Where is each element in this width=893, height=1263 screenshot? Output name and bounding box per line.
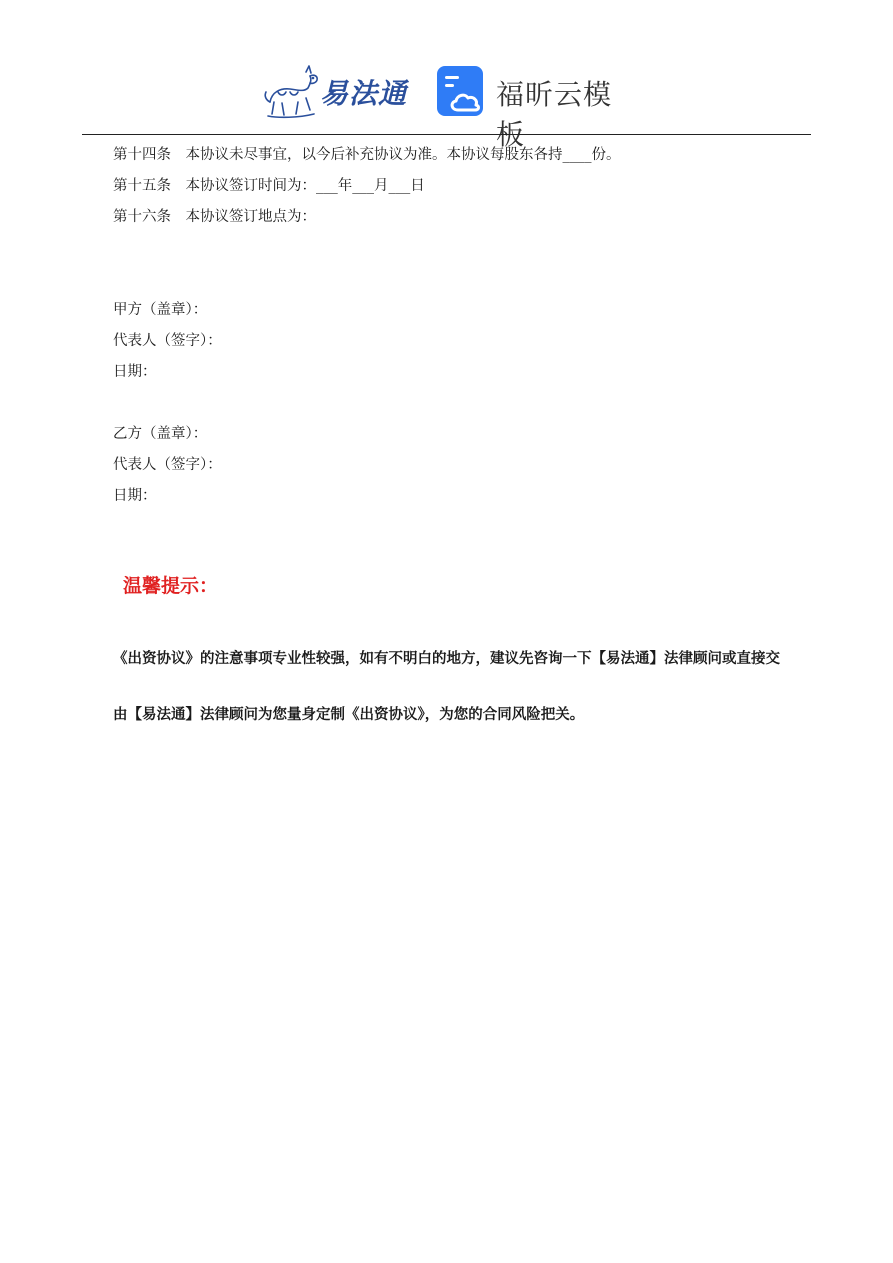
cloud-document-icon [436,64,488,118]
clause-15: 第十五条 本协议签订时间为：___年___月___日 [113,178,425,194]
party-a-seal: 甲方（盖章）： [113,302,208,318]
yifatong-brand-text: 易法通 [320,77,408,110]
party-b-representative: 代表人（签字）： [113,457,222,473]
fuxin-brand-text: 福昕云模板 [496,78,613,151]
tip-body: 《出资协议》的注意事项专业性较强，如有不明白的地方，建议先咨询一下【易法通】法律顾问或直接交由【易法通】法律顾问为您量身定制《出资协议》，为您的合同风险把关。 [113,650,780,723]
document-body [113,143,803,743]
page-header [0,60,893,151]
party-b-date: 日期： [113,488,157,504]
party-a-date: 日期： [113,364,157,380]
yifatong-logo [262,62,412,120]
qilin-mascot-icon [262,62,322,120]
clause-14: 第十四条 本协议未尽事宜，以今后补充协议为准。本协议每股东各持____份。 [113,147,621,163]
party-b-seal: 乙方（盖章）： [113,426,208,442]
header-divider [82,134,811,135]
tip-title: 温馨提示： [123,575,219,597]
fuxin-template-logo [436,64,636,151]
clause-16: 第十六条 本协议签订地点为： [113,209,316,225]
party-a-representative: 代表人（签字）： [113,333,222,349]
